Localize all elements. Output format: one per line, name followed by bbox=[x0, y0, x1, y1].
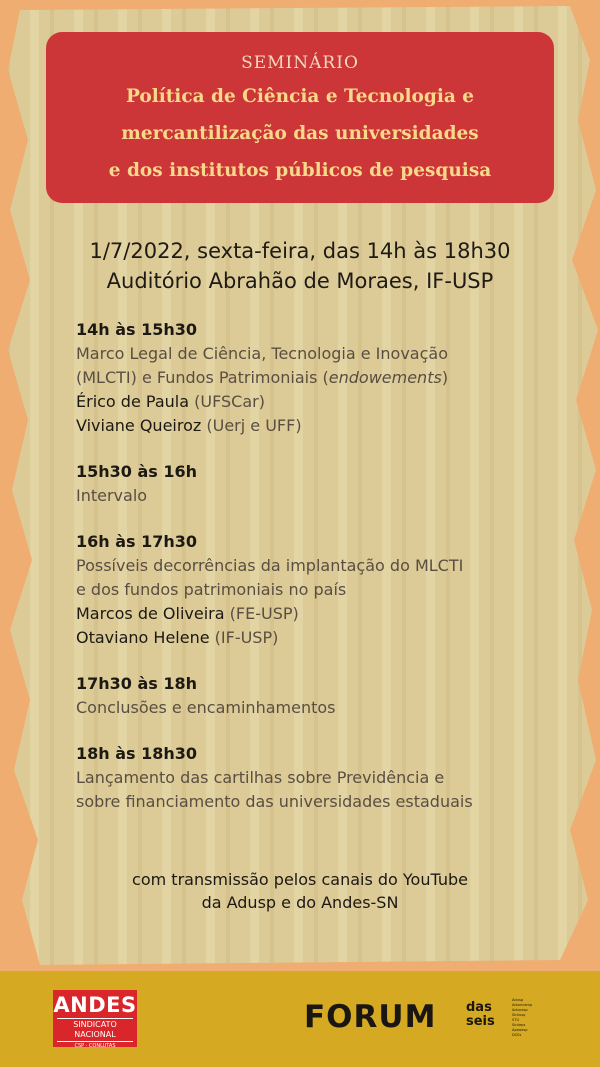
seminar-title bbox=[46, 78, 554, 189]
forum-member-list: Adusp Adunicamp Adunesp Sintusp STU Sinteps Apeoesp DCEs bbox=[512, 998, 533, 1037]
andes-logo: ANDES SINDICATO NACIONAL CSP · CONLUTAS bbox=[53, 990, 137, 1047]
forum-das-seis-subtitle: das seis bbox=[466, 1000, 495, 1029]
agenda-item bbox=[76, 460, 546, 508]
agenda-time: 14h às 15h30 bbox=[76, 320, 198, 339]
title-line: mercantilização das universidades bbox=[121, 123, 479, 144]
agenda-description: e dos fundos patrimoniais no país bbox=[76, 580, 347, 599]
speaker: Viviane Queiroz (Uerj e UFF) bbox=[76, 416, 302, 435]
agenda-description: Conclusões e encaminhamentos bbox=[76, 698, 336, 717]
event-date: 1/7/2022, sexta-feira, das 14h às 18h30 bbox=[89, 239, 511, 263]
streaming-notice bbox=[0, 868, 600, 914]
forum-das-seis-logo: FORUM bbox=[304, 999, 437, 1035]
agenda-description: sobre financiamento das universidades estaduais bbox=[76, 792, 473, 811]
event-when-where bbox=[0, 236, 600, 296]
agenda-item bbox=[76, 530, 546, 650]
agenda-description: Lançamento das cartilhas sobre Previdência e bbox=[76, 768, 445, 787]
speaker: Otaviano Helene (IF-USP) bbox=[76, 628, 279, 647]
sponsor-footer bbox=[0, 971, 600, 1067]
agenda bbox=[76, 318, 546, 836]
event-venue: Auditório Abrahão de Moraes, IF-USP bbox=[106, 269, 494, 293]
agenda-time: 17h30 às 18h bbox=[76, 674, 198, 693]
streaming-line: da Adusp e do Andes-SN bbox=[201, 893, 399, 912]
agenda-item bbox=[76, 318, 546, 438]
speaker: Érico de Paula (UFSCar) bbox=[76, 392, 265, 411]
agenda-item bbox=[76, 742, 546, 814]
agenda-description: Intervalo bbox=[76, 486, 148, 505]
agenda-time: 18h às 18h30 bbox=[76, 744, 198, 763]
title-line: e dos institutos públicos de pesquisa bbox=[108, 160, 492, 181]
speaker: Marcos de Oliveira (FE-USP) bbox=[76, 604, 299, 623]
agenda-description: (MLCTI) e Fundos Patrimoniais (endowements) bbox=[76, 368, 449, 387]
agenda-item bbox=[76, 672, 546, 720]
agenda-description: Marco Legal de Ciência, Tecnologia e Inovação bbox=[76, 344, 448, 363]
agenda-description: Possíveis decorrências da implantação do MLCTI bbox=[76, 556, 464, 575]
banner-kicker: SEMINÁRIO bbox=[241, 53, 359, 73]
streaming-line: com transmissão pelos canais do YouTube bbox=[132, 870, 468, 889]
agenda-time: 16h às 17h30 bbox=[76, 532, 198, 551]
agenda-time: 15h30 às 16h bbox=[76, 462, 198, 481]
title-line: Política de Ciência e Tecnologia e bbox=[125, 86, 475, 107]
seminar-banner bbox=[46, 32, 554, 203]
